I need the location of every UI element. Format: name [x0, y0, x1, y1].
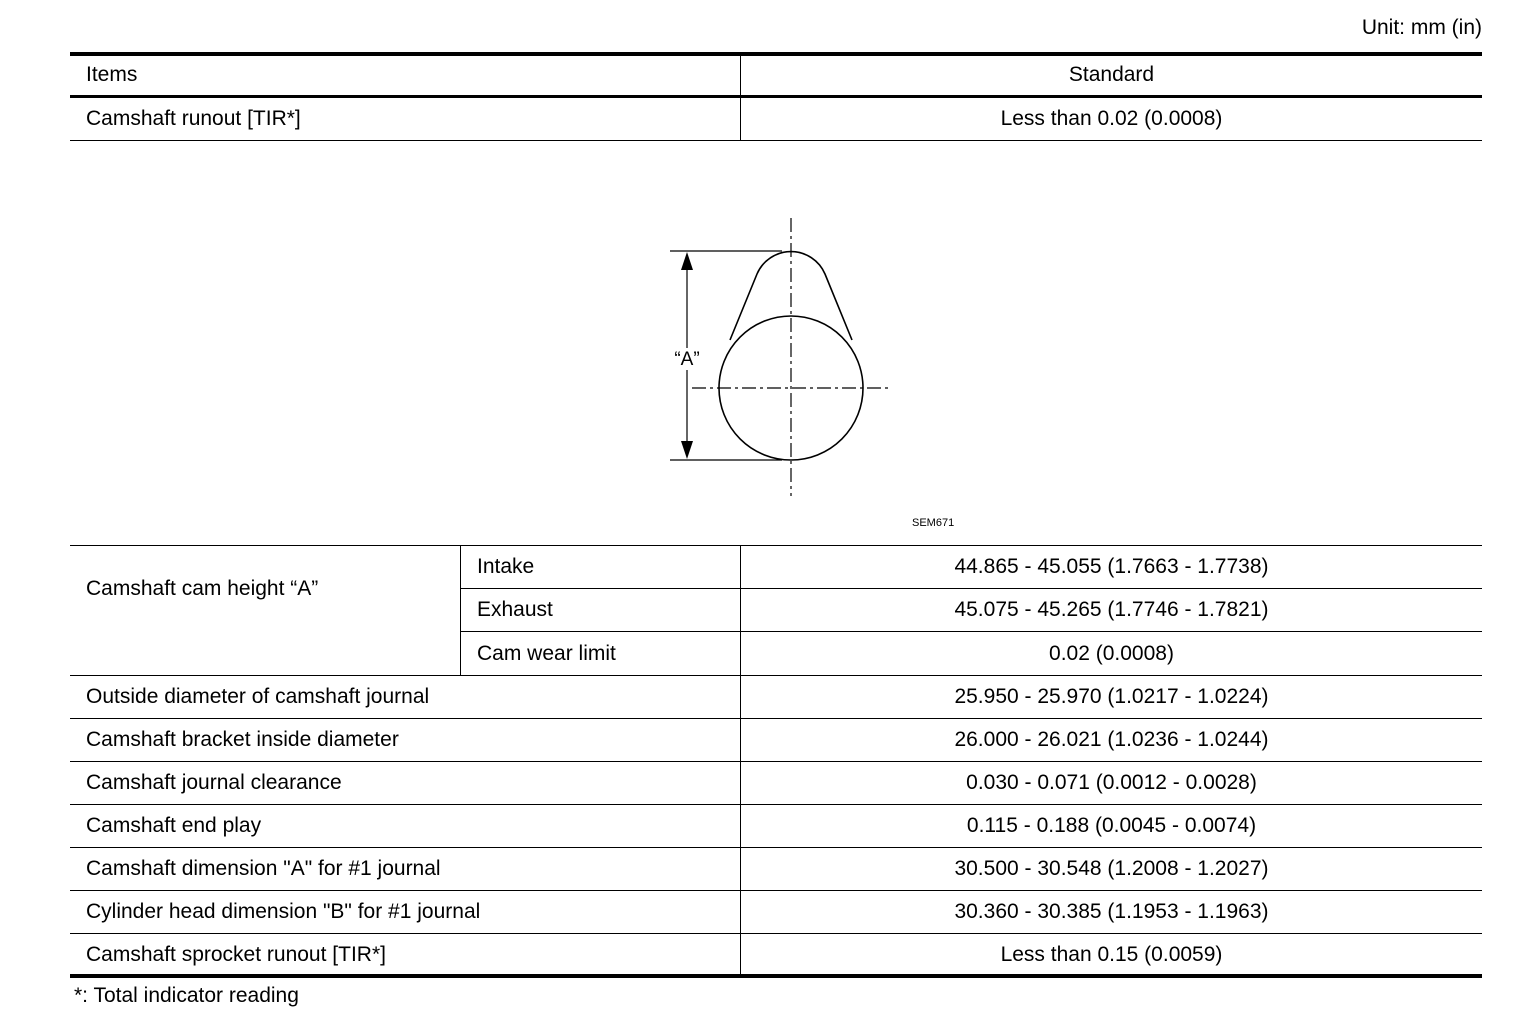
table-bottom-rule: [70, 974, 1482, 978]
table-row: [460, 589, 1482, 632]
row-item: Camshaft end play: [86, 814, 262, 837]
row-item: Camshaft journal clearance: [86, 771, 342, 794]
row-item: Outside diameter of camshaft journal: [86, 685, 430, 708]
standard-intake: 44.865 - 45.055 (1.7663 - 1.7738): [740, 546, 1482, 588]
table-row: [70, 762, 1482, 805]
table-row: [70, 676, 1482, 719]
row-standard: Less than 0.15 (0.0059): [740, 934, 1482, 976]
header-row: [70, 54, 1482, 98]
row-standard: 25.950 - 25.970 (1.0217 - 1.0224): [740, 676, 1482, 718]
row-standard: 0.115 - 0.188 (0.0045 - 0.0074): [740, 805, 1482, 847]
unit-label: Unit: mm (in): [1361, 16, 1482, 39]
table-row: [460, 632, 1482, 676]
figure-caption: SEM671: [912, 517, 955, 529]
sub-item-wear-limit: Cam wear limit: [460, 632, 740, 676]
cam-height-item: Camshaft cam height “A”: [86, 577, 319, 600]
row-standard: 0.030 - 0.071 (0.0012 - 0.0028): [740, 762, 1482, 804]
cam-height-figure: [660, 210, 900, 500]
sub-item-intake: Intake: [460, 546, 740, 588]
table-row: [70, 98, 1482, 141]
sub-item-exhaust: Exhaust: [460, 589, 740, 631]
table-row: [70, 891, 1482, 934]
dimension-a-label: “A”: [674, 349, 700, 370]
cam-profile-diagram: [660, 210, 900, 500]
table-row: [460, 546, 1482, 589]
row-item: Camshaft bracket inside diameter: [86, 728, 399, 751]
table-row: [70, 805, 1482, 848]
row-standard: 30.360 - 30.385 (1.1953 - 1.1963): [740, 891, 1482, 933]
row-standard: Less than 0.02 (0.0008): [740, 98, 1482, 140]
header-items: Items: [86, 62, 138, 86]
table-row: [70, 719, 1482, 762]
row-item: Camshaft runout [TIR*]: [86, 107, 301, 130]
standard-exhaust: 45.075 - 45.265 (1.7746 - 1.7821): [740, 589, 1482, 631]
row-standard: 26.000 - 26.021 (1.0236 - 1.0244): [740, 719, 1482, 761]
row-item: Cylinder head dimension "B" for #1 journal: [86, 900, 481, 923]
row-standard: 30.500 - 30.548 (1.2008 - 1.2027): [740, 848, 1482, 890]
footnote: *: Total indicator reading: [74, 984, 299, 1007]
row-item: Camshaft sprocket runout [TIR*]: [86, 943, 386, 966]
table-row: [70, 934, 1482, 976]
standard-wear-limit: 0.02 (0.0008): [740, 632, 1482, 676]
table-row: [70, 848, 1482, 891]
header-standard: Standard: [740, 54, 1482, 95]
row-item: Camshaft dimension "A" for #1 journal: [86, 857, 441, 880]
